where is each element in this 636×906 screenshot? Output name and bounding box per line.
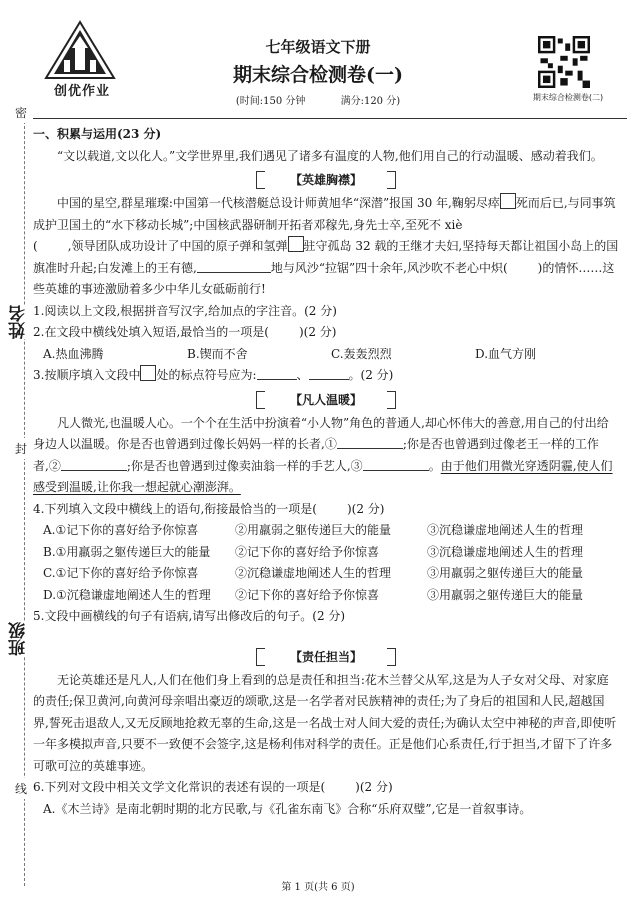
q2-option-c[interactable]: C.轰轰烈烈 (331, 346, 392, 361)
binding-line (24, 106, 25, 886)
q4-option-a-1[interactable]: A.①记下你的喜好给予你惊喜 (43, 523, 199, 537)
passage-heroes: 中国的星空,群星璀璨:中国第一代核潜艇总设计师黄旭华“深潜”报国 30 年,鞠躬尽瘁 死而后已,与同事筑成护卫国土的“水下移动长城”;中国核武器研制开拓者邓稼先,身先士卒,至死不 xiè ( ,领导团队成功设计了中国的原子弹和氢弹 驻守孤岛 32 载的王继才夫妇,坚持每天都让祖国小岛上的国旗准时升起;白发滩上的王有德, 地与风沙“拉锯”四十余年,风沙吹不老心中炽( )的情怀……这些英雄的事迹激励着多少中华儿女砥砺前行! (33, 193, 619, 301)
question-1: 1.阅读以上文段,根据拼音写汉字,给加点的字注音。(2 分) (33, 303, 337, 318)
logo-text: 创优作业 (53, 84, 110, 99)
part-heading-heroes: 【英雄胸襟】 (256, 171, 396, 189)
qr-label: 期末综合检测卷(二) (532, 93, 604, 102)
blank-1[interactable] (337, 448, 403, 449)
part-heading-responsibility: 【责任担当】 (256, 648, 396, 666)
blank-phrase[interactable] (197, 272, 271, 273)
q2-option-a[interactable]: A.热血沸腾 (43, 346, 104, 361)
passage-responsibility: 无论英雄还是凡人,人们在他们身上看到的总是责任和担当:花木兰替父从军,这是为人子女对父母、对家庭的责任;保卫黄河,向黄河母亲唱出豪迈的颂歌,这是一名学者对民族精神的责任;为了身后的祖国和人民,超越国界,誓死击退敌人,又无反顾地抢救无辜的生命,这是一名战士对人间大爱的责任;为确认太空中神秘的声音,即使听一年多模拟声音,只要不一致便不会签字,这是杨利伟对科学的责任。正是他们心系责任,行于担当,才留下了许多可歌可泣的英雄事迹。 (33, 672, 617, 773)
page-footer: 第 1 页(共 6 页) (281, 882, 355, 893)
fill-box-1[interactable] (500, 193, 516, 209)
seal-xian: 线 (10, 778, 32, 799)
exam-title: 期末综合检测卷(一) (233, 64, 403, 86)
name-label: 姓名 (6, 305, 31, 339)
underlined-sentence: 由于他们用微光穿透阴霾,使人们感受到温暖,让你我一想起就心潮澎湃。 (33, 458, 613, 494)
q4-option-b-1[interactable]: B.①用羸弱之躯传递巨大的能量 (43, 544, 211, 559)
blank-3[interactable] (363, 470, 429, 471)
question-2: 2.在文段中横线处填入短语,最恰当的一项是( )(2 分) (33, 325, 337, 339)
q6-option-a[interactable]: A.《木兰诗》是南北朝时期的北方民歌,与《孔雀东南飞》合称“乐府双璧”,它是一首叙事诗。 (43, 801, 532, 816)
q3-blank-1[interactable] (257, 379, 297, 380)
blank-2[interactable] (61, 470, 127, 471)
q4-options: A.①记下你的喜好给予你惊喜 ②用羸弱之躯传递巨大的能量 ③沉稳谦虚地阐述人生的哲理 B.①用羸弱之躯传递巨大的能量 ②记下你的喜好给予你惊喜 ③沉稳谦虚地阐述人生的哲理 C.①记下你的喜好给予你惊喜 ②沉稳谦虚地阐述人生的哲理 ③用羸弱之躯传递巨大的能量 D.①沉稳谦虚地阐述人生的哲理 ②记下你的喜好给予你惊喜 ③用羸弱之躯传递巨大的能量 (33, 520, 619, 606)
exam-content (33, 124, 619, 820)
question-6: 6.下列对文段中相关文学文化常识的表述有误的一项是( )(2 分) (33, 780, 393, 794)
section-intro: “文以载道,文以化人。”文学世界里,我们遇见了诸多有温度的人物,他们用自己的行动温暖、感动着我们。 (57, 148, 603, 163)
class-label: 班级 (6, 622, 31, 656)
question-3: 3.按顺序填入文段中 处的标点符号应为: 、 。(2 分) (33, 365, 619, 387)
q2-options (33, 344, 619, 366)
header-divider (33, 118, 627, 119)
question-4: 4.下列填入文段中横线上的语句,衔接最恰当的一项是( )(2 分) (33, 501, 385, 516)
seal-feng: 封 (10, 438, 32, 459)
seal-mi: 密 (10, 102, 32, 123)
q3-blank-2[interactable] (309, 379, 349, 380)
q4-option-c-1[interactable]: C.①记下你的喜好给予你惊喜 (43, 566, 199, 580)
time-limit: (时间:150 分钟 (235, 96, 306, 107)
passage-ordinary: 凡人微光,也温暖人心。一个个在生活中扮演着“小人物”角色的普通人,却心怀伟大的善意,用自己的付出给身边人以温暖。你是否也曾遇到过像长妈妈一样的长者,① ;你是否也曾遇到过像老王一样的工作者,② ;你是否也曾遇到过像卖油翁一样的手艺人,③ 。由于他们用微光穿透阴霾,使人们感受到温暖,让你我一想起就心潮澎湃。 (33, 415, 613, 494)
fill-box-2[interactable] (288, 236, 304, 252)
q4-option-d-1[interactable]: D.①沉稳谦虚地阐述人生的哲理 (43, 587, 211, 602)
grade-title: 七年级语文下册 (265, 38, 371, 56)
qr-code-icon (538, 36, 590, 88)
question-5: 5.文段中画横线的句子有语病,请写出修改后的句子。(2 分) (33, 609, 346, 623)
q2-option-b[interactable]: B.锲而不舍 (187, 346, 248, 361)
part-heading-ordinary: 【凡人温暖】 (256, 391, 396, 409)
full-score: 满分:120 分) (340, 96, 401, 107)
q2-option-d[interactable]: D.血气方刚 (475, 346, 537, 361)
section-title: 一、积累与运用(23 分) (33, 127, 162, 141)
